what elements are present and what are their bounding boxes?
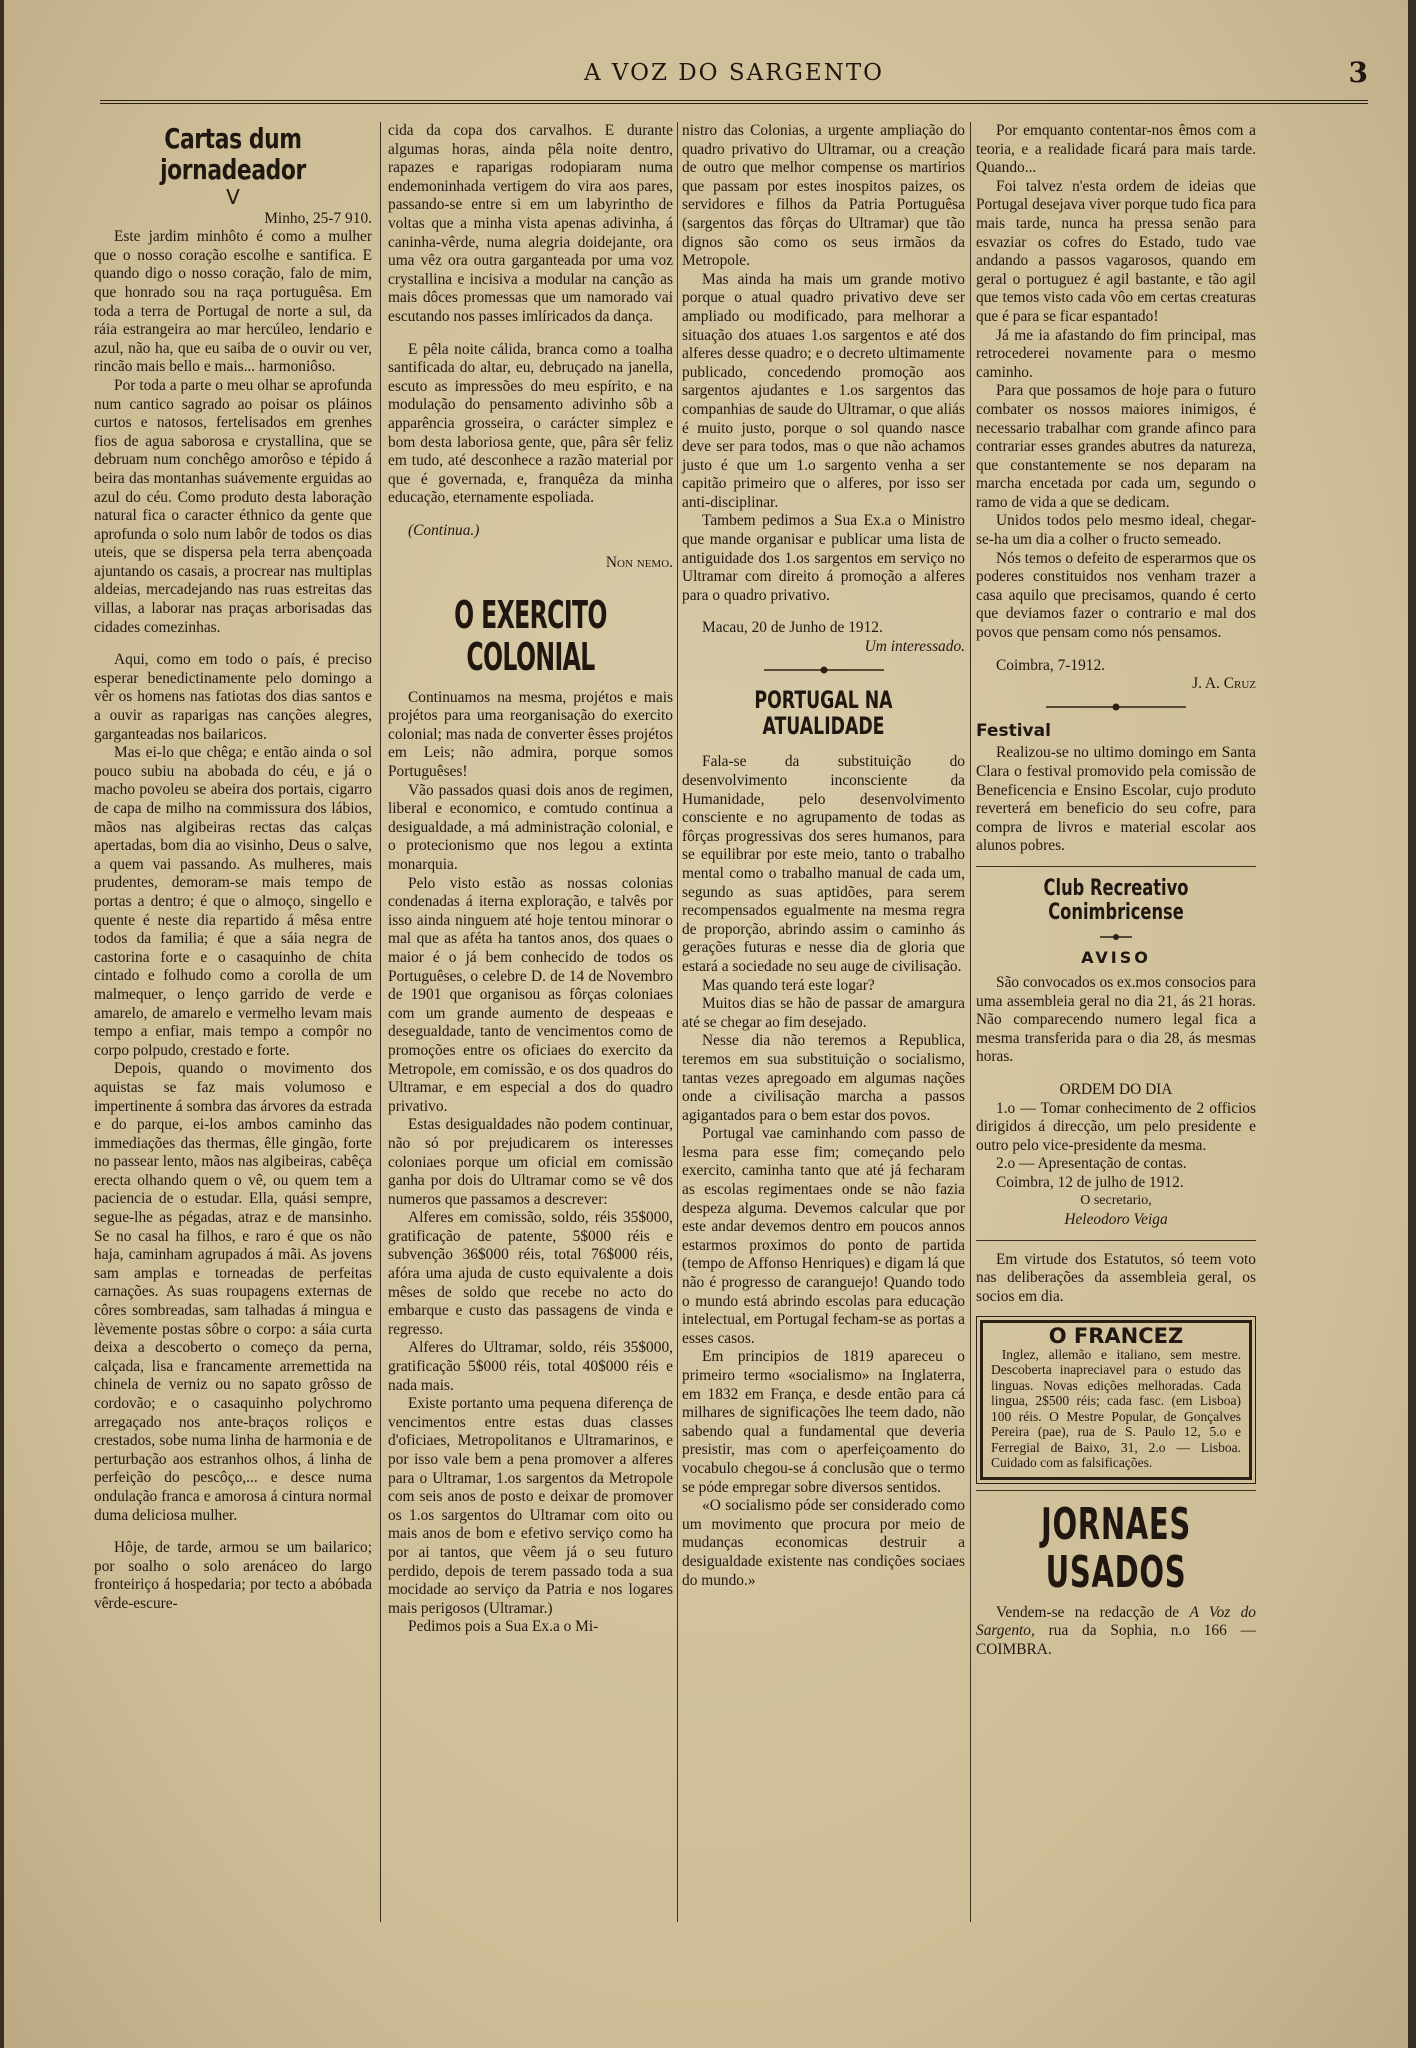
paragraph: Mas quando terá este logar? (702, 976, 875, 994)
club-note: Em virtude dos Estatutos, só teem voto nas deliberações da assembleia geral, os socios em dia. (976, 1250, 1256, 1305)
continua-note: (Continua.) (408, 521, 480, 539)
signature: Um interessado. (864, 638, 965, 656)
paragraph: Muitos dias se hão de passar de amargura até se chegar ao fim desejado. (682, 995, 965, 1031)
secretary-label: O secretario, (1080, 1193, 1152, 1209)
club-notice: São convocados os ex.mos consocios para uma assembleia geral no dia 21, ás 21 horas. Não comparecendo numero legal fica a mesma transferida para o dia 28, ás mesmas horas. (976, 973, 1256, 1066)
ordem-heading: ORDEM DO DIA (1059, 1080, 1173, 1098)
page-header (100, 56, 1368, 104)
jornaes-text (976, 1604, 1256, 1660)
paragraph: Por toda a parte o meu olhar se aprofunda num cantico sagrado ao poisar os pláinos curtos e natosos, fertelisados em grenhes fios de agua saborosa e crystallina, que se debruam num conchêgo amorôso e tépido á beira das montanhas suávemente erguidas ao azul do céu. Como produto desta laboração natural fica o caracter éthnico da gente que aprofunda o solo num labôr de todos os dias uteis, que se dispersa pela terra abençoada ajuntando os casais, a procrear nas multiplas aldeias, mercadejando nas ruas estreitas das villas, a laborar nas praças arborisadas das cidades comezinhas. (94, 376, 372, 636)
column-rule (380, 122, 381, 1922)
jornaes-text-b: , rua da Sophia, n.o 166 —COIMBRA. (976, 1622, 1256, 1658)
paragraph: «O socialismo póde ser considerado como um movimento que procura por meio de mudanças economicas destruir a desigualdade existente nas condições sociaes do mundo.» (682, 1497, 965, 1589)
column-1 (94, 122, 372, 2042)
paragraph: Nós temos o defeito de esperarmos que os poderes constituidos nos venham trazer a casa aquilo que precisamos, quando é certo que deviamos fazer o contrario e mal dos povos que pensam como nós pensamos. (976, 549, 1256, 642)
paragraph: Portugal vae caminhando com passo de lesma para esse fim; começando pelo exercito, caminha tanto que até já fecharam as escolas regimentaes onde se não fazia despeza alguma. Devemos calcular que por este andar devemos dentro em poucos annos estarmos proximos do ponto de partida (tempo de Affonso Henriques) e digam lá que não é progresso de caranguejo! Quando todo o mundo está abrindo escolas para educação intelectual, em Portugal fecham-se as portas a esses casos. (682, 1125, 965, 1347)
paragraph: Pedimos pois a Sua Ex.a o Mi- (408, 1618, 599, 1636)
ornament-divider (764, 665, 884, 675)
paragraph: Mas ainda ha mais um grande motivo porque o atual quadro privativo deve ser ampliado ou modificado, para melhorar a situação dos atuaes 1.os sargentos e até dos alferes desse quadro; e o decreto ultimamente publicado, concedendo promoção aos sargentos ajudantes e 1.os sargentos das companhias de saude do Ultramar, o que aliás é muito justo, porque o sol quando nasce deve ser para todos, mas o que não achamos justo é que um 1.o sargento venha a ser capitão primeiro que o alferes, por isso ser anti-disciplinar. (682, 270, 965, 511)
jornaes-text-a: Vendem-se na redacção de (996, 1603, 1190, 1621)
column-2 (388, 122, 673, 2042)
dateline: Macau, 20 de Junho de 1912. (702, 619, 883, 637)
paragraph: Vão passados quasi dois anos de regimen, liberal e economico, e comtudo continua a desigualdade, a má administração colonial, e o protecionismo que nos legou a extinta monarquia. (388, 781, 673, 873)
column-4 (976, 122, 1256, 2042)
paragraph: Aqui, como em todo o país, é preciso esperar benedictinamente pelo domingo a vêr os homens nas fatiotas dos dias santos e a ouvir as raparigas nas canções alegres, garganteadas nos bailaricos. (94, 651, 372, 743)
column-rule (677, 122, 678, 1922)
paragraph: Por emquanto contentar-nos êmos com a teoria, e a realidade ficará para mais tarde. Quando... (976, 122, 1256, 177)
secretary-name: Heleodoro Veiga (1064, 1211, 1168, 1229)
newspaper-page (4, 0, 1408, 2048)
festival-text: Realizou-se no ultimo domingo em Santa Clara o festival promovido pela comissão de Beneficencia e Ensino Escolar, cujo produto reverterá em beneficio do seu cofre, para compra de livros e material escolar aos alunos pobres. (976, 744, 1256, 855)
paragraph: Mas ei-lo que chêga; e então ainda o sol pouco subiu na abobada do céu, e já o macho povoleu se abeira dos portais, cigarro de capa de milho na commissura dos lábios, mãos nas algibeiras rectas das calças apertadas, bom dia ao visinho, Deus o salve, a quem vai passando. As mulheres, mais prudentes, demoram-se mais tempo de portas a dentro; é que o almoço, singello e quente é neste dia repartido á mêsa entre todos da familia; é que a sáia negra de castorina forte e o casaquinho de chita cintado e folhudo como a corolla de um malmequer, o lenço garrido de verde e amarelo, de amarelo e vermelho levam mais tempo a enfiar, mais tempo a compôr no corpo polpudo, crestado e forte. (94, 744, 372, 1059)
paragraph: Para que possamos de hoje para o futuro combater os nossos maiores inimigos, é necessario trabalhar com grande afinco para contrariar esses grandes abutres da natureza, que constantemente se nos deparam na marcha encetada por cada um, segundo o ramo de vida a que se dedicam. (976, 382, 1256, 511)
paragraph: Alferes do Ultramar, soldo, réis 35$000, gratificação 5$000 réis, total 40$000 réis e nada mais. (388, 1339, 673, 1394)
signature: J. A. Cruz (1192, 675, 1256, 693)
paragraph: Continuamos na mesma, projétos e mais projétos para uma reorganisação do exercito colonial; mas nada de converter êsses projétos em Leis; não admira, porque somos Portuguêses! (388, 688, 673, 781)
column-rule (970, 122, 971, 1922)
paragraph: Nesse dia não teremos a Republica, teremos em sua substituição o socialismo, tantas vezes apregoado em algumas nações onde a civilisação marcha a passos agigantados para o bem estar dos povos. (682, 1032, 965, 1124)
dateline: Coimbra, 12 de julho de 1912. (996, 1173, 1184, 1191)
article-title-exercito: O EXERCITO COLONIAL (454, 593, 607, 679)
agenda-item: 1.o — Tomar conhecimento de 2 officios dirigidos á direcção, um pelo presidente e outro pelo vice-presidente da mesma. (976, 1099, 1256, 1154)
ad-o-francez (980, 1320, 1252, 1480)
dateline: Coimbra, 7-1912. (996, 656, 1106, 674)
paragraph: Fala-se da substituição do desenvolvimento inconsciente da Humanidade, pelo desenvolvimento consciente e no agrupamento de todas as fôrças progressivas dos seres humanos, para se equilibrar por este meio, tanto o trabalho mental como o trabalho manual de cada um, segundo as suas aptidões, para serem recompensados egualmente na mesma regra de proporção, abrindo assim o caminho ás gerações futuras e nesse dia de gloria que estará a sociedade no seu auge de civilisação. (682, 753, 965, 975)
paragraph: Já me ia afastando do fim principal, mas retrocederei novamente para o mesmo caminho. (976, 326, 1256, 381)
ad-text: Inglez, allemão e italiano, sem mestre. Descoberta inapreciavel para o estudo das linguas. Novas edições melhoradas. Cada lingua, 2$500 réis; cada fasc. (em Lisboa) 100 réis. O Mestre Popular, de Gonçalves Pereira (pae), rua de S. Paulo 12, 5.o e Ferregial de Baixo, 31, 2.o — Lisboa. Cuidado com as falsificações. (991, 1346, 1241, 1471)
aviso-heading: AVISO (1081, 948, 1151, 968)
ornament-divider (1046, 702, 1186, 712)
page-number: 3 (1348, 56, 1368, 89)
article-title-portugal: PORTUGAL NA ATUALIDADE (754, 685, 893, 741)
dateline: Minho, 25-7 910. (264, 209, 372, 227)
divider (976, 866, 1256, 867)
paragraph: Tambem pedimos a Sua Ex.a o Ministro que mande organisar e publicar uma lista de antiguidade dos 1.os sargentos em serviço no Ultramar com direito á promoção a alferes para o quadro privativo. (682, 512, 965, 604)
section-mark: V (226, 184, 240, 209)
paragraph: cida da copa dos carvalhos. E durante algumas horas, ainda pêla noite dentro, rapazes e raparigas rodopiaram numa endemoninhada vertigem do vira aos pares, passando-se entre si em um labyrintho de voltas que a minha vista apenas adivinha, á caninha-vêrde, numa alegria doidejante, ora uma vêz ora outra garganteada por uma voz crystallina e incisiva a modular na canção as mais dôces promessas que um namorado vai escutando nos passes imlíricados da dança. (388, 122, 673, 325)
column-3 (682, 122, 965, 2042)
club-title: Club Recreativo Conimbricense (1043, 875, 1189, 926)
paragraph: Em principios de 1819 apareceu o primeiro termo «socialismo» na Inglaterra, em 1832 em França, e desde então para cá milhares de significações lhe teem dado, não sabendo qual a fundamental que deveria presistir, mas com o aperfeiçoamento do vocabulo chegou-se á conclusão que o termo se póde empregar sobre diversos sentidos. (682, 1348, 965, 1496)
jornaes-paper-name: A Voz do Sargento (976, 1603, 1256, 1640)
signature: Non nemo. (605, 554, 673, 572)
jornaes-title: JORNAES USADOS (1040, 1498, 1192, 1599)
paragraph: Existe portanto uma pequena diferença de vencimentos entre estas duas classes d'oficiaes, Metropolitanos e Ultramarinos, e por isso vale bem a pena promover a alferes para o Ultramar, 1.os sargentos da Metropole com seis anos de posto e deixar de promover os 1.os sargentos do Ultramar com oito ou mais anos de bom e efetivo serviço como ha por ai tantos, que vêem já o seu futuro perdido, depois de terem passado toda a sua mocidade ao serviço da Patria e nos logares mais perigosos (Ultramar.) (388, 1395, 673, 1617)
paragraph: Pelo visto estão as nossas colonias condenadas á iterna exploração, e talvês por isso ainda ninguem até hoje tentou minorar o mal que as aféta ha tantos anos, dos quaes o maior é o já bem conhecido de todos os Portuguêses, o celebre D. de 14 de Novembro de 1901 que organisou as fôrças coloniaes com um grande aumento de despeaas e desegualdade, tanto de vencimentos como de promoções entre os oficiaes do exercito da Metropole, em comissão, e os dos quadros do Ultramar, e em especial a dos do quadro privativo. (388, 874, 673, 1115)
paragraph: Unidos todos pelo mesmo ideal, chegar-se-ha um dia a colher o fructo semeado. (976, 512, 1256, 549)
article-title-cartas: Cartas dum jornadeador (160, 122, 306, 186)
paragraph: Alferes em comissão, soldo, réis 35$000, gratificação de patente, 5$000 réis e subvenção 36$000 réis, total 76$000 réis, afóra uma ajuda de custo equivalente a dois mêses de soldo que recebe no acto do embarque e custo das passagens de vinda e regresso. (388, 1209, 673, 1338)
ornament-divider (1096, 933, 1136, 941)
festival-title: Festival (976, 720, 1051, 741)
ad-title: O FRANCEZ (1048, 1324, 1184, 1349)
paragraph: Foi talvez n'esta ordem de ideias que Portugal desejava viver porque tudo fica para mais tarde, nunca ha pressa senão para esvaziar os cofres do Estado, tudo vae andando a passos vagarosos, quando em geral o portuguez é agil bastante, e tão agil que temos visto cada vôo em certas creaturas que é para se ficar espantado! (976, 177, 1256, 325)
paragraph: Estas desigualdades não podem continuar, não só por prejudicarem os interesses coloniaes porque um oficial em comissão ganha por dois do Ultramar como se vê dos numeros que passamos a descrever: (388, 1116, 673, 1208)
paragraph: nistro das Colonias, a urgente ampliação do quadro privativo do Ultramar, ou a creação de outro que melhor compense os martirios que passam por estes inospitos paizes, os servidores e filhos da Patria Portuguêsa (sargentos das fôrças do Ultramar) que tão dignos são como os seus irmãos da Metropole. (682, 122, 965, 270)
agenda-item: 2.o — Apresentação de contas. (996, 1155, 1187, 1173)
divider (976, 1490, 1256, 1491)
divider (976, 1240, 1256, 1241)
paragraph: E pêla noite cálida, branca como a toalha santificada do altar, eu, debruçado na janella, escuto as impressões do meu espírito, e na modulação do pensamento adivinho sôb a apparência grosseira, o carácter simplez e bom desta laboriosa gente, que, pâra sêr feliz em tudo, até desconhece a razão material por que é governada, e, franquêza da minha educação, eternamente espoliada. (388, 340, 673, 507)
paragraph: Este jardim minhôto é como a mulher que o nosso coração escolhe e santifica. E quando digo o nosso coração, falo de mim, que honrado sou na raça portuguêsa. Em toda a terra de Portugal de norte a sul, da ráia estrangeira ao mar hercúleo, lendario e azul, não ha, que eu saiba de o ouvir ou ver, rincão mais bello e mais... harmoniôso. (94, 228, 372, 376)
paragraph: Depois, quando o movimento dos aquistas se faz mais volumoso e impertinente á sombra das árvores da estrada e do parque, ei-los ambos caminho das immediações das thermas, êlle gingão, forte no passear lento, mãos nas algibeiras, cabêça erecta olhando quem o vê, ou quem tem a paciencia de o estudar. Ella, quási sempre, segue-lhe as pégadas, atraz e de mansinho. Se no casal ha filhos, e raro é que os não haja, caminham agrupados á mãi. As jovens sam amplas e torneadas de perfeitas carnações. As suas roupagens externas de côres sombreadas, sam talhadas á mingua e lèvemente postas sôbre o corpo: a sáia curta deixa a descoberto o começo da perna, calçada, lisa e francamente arremettida na chinela de verniz ou no sapato grôsso de cordovão; e o casaquinho polychromo arregaçado nos ante-braços roliços e crestados, sobe numa linha de harmonia e de perturbação aos estranhos olhos, á linha de perfeição do pescôço,... e desce numa ondulação franca e amorosa á cintura normal duma deliciosa mulher. (94, 1060, 372, 1524)
paragraph: Hôje, de tarde, armou se um bailarico; por soalho o solo arenáceo do largo fronteiriço á hospedaria; por tecto a abóbada vêrde-escure- (94, 1539, 372, 1612)
newspaper-title: A VOZ DO SARGENTO (583, 60, 885, 86)
